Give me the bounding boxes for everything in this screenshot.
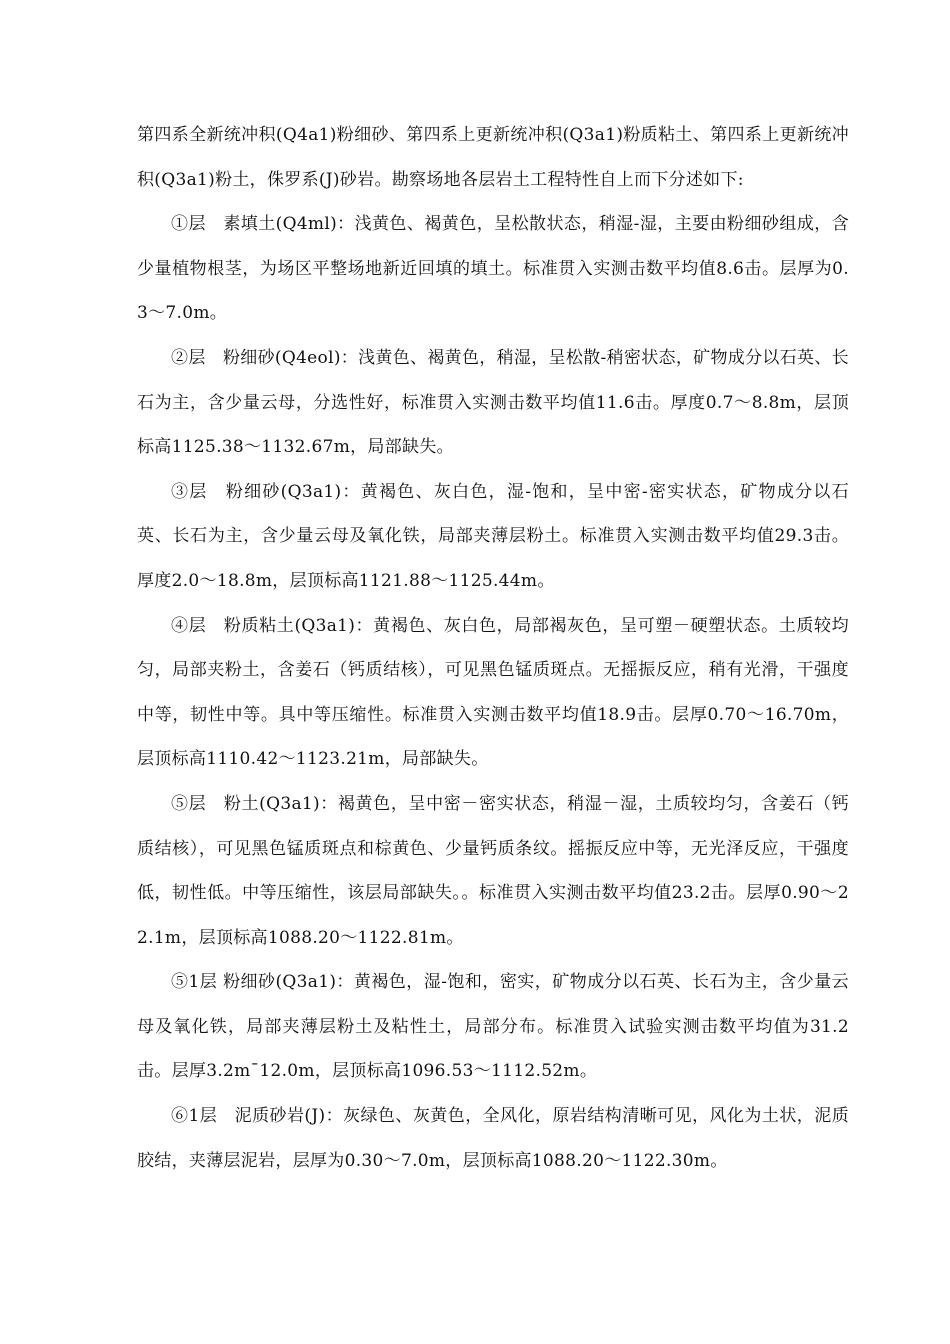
layer-5-1-paragraph: ⑤1层 粉细砂(Q3a1)：黄褐色，湿-饱和，密实，矿物成分以石英、长石为主，含少量云母及氧化铁，局部夹薄层粉土及粘性土，局部分布。标准贯入试验实测击数平均值为31.2击。层厚3.2m¯12.0m，层顶标高1096.53～1112.52m。 [137,972,849,1082]
document-body [137,113,849,1183]
layer-5-paragraph: ⑤层 粉土(Q3a1)：褐黄色，呈中密－密实状态，稍湿－湿，土质较均匀，含姜石（钙质结核），可见黑色锰质斑点和棕黄色、少量钙质条纹。摇振反应中等，无光泽反应，干强度低，韧性低。中等压缩性，该层局部缺失。。标准贯入实测击数平均值23.2击。层厚0.90～22.1m，层顶标高1088.20～1122.81m。 [137,793,849,948]
layer-6-1-paragraph: ⑥1层 泥质砂岩(J)：灰绿色、灰黄色，全风化，原岩结构清晰可见，风化为土状，泥质胶结，夹薄层泥岩，层厚为0.30～7.0m，层顶标高1088.20～1122.30m。 [137,1106,849,1171]
intro-paragraph: 第四系全新统冲积(Q4a1)粉细砂、第四系上更新统冲积(Q3a1)粉质粘土、第四系上更新统冲积(Q3a1)粉土，侏罗系(J)砂岩。勘察场地各层岩土工程特性自上而下分述如下: [137,125,849,190]
layer-2-paragraph: ②层 粉细砂(Q4eol)：浅黄色、褐黄色，稍湿，呈松散-稍密状态，矿物成分以石英、长石为主，含少量云母，分选性好，标准贯入实测击数平均值11.6击。厚度0.7～8.8m，层顶标高1125.38～1132.67m，局部缺失。 [137,347,849,458]
layer-3-paragraph: ③层 粉细砂(Q3a1)：黄褐色、灰白色，湿-饱和，呈中密-密实状态，矿物成分以石英、长石为主，含少量云母及氧化铁，局部夹薄层粉土。标准贯入实测击数平均值29.3击。厚度2.0～18.8m，层顶标高1121.88～1125.44m。 [137,481,849,591]
layer-4-paragraph: ④层 粉质粘土(Q3a1)：黄褐色、灰白色，局部褐灰色，呈可塑－硬塑状态。土质较均匀，局部夹粉土，含姜石（钙质结核），可见黑色锰质斑点。无摇振反应，稍有光滑，干强度中等，韧性中等。具中等压缩性。标准贯入实测击数平均值18.9击。层厚0.70～16.70m，层顶标高1110.42～1123.21m，局部缺失。 [137,615,849,770]
layer-1-paragraph: ①层 素填土(Q4ml)：浅黄色、褐黄色，呈松散状态，稍湿-湿，主要由粉细砂组成，含少量植物根茎，为场区平整场地新近回填的填土。标准贯入实测击数平均值8.6击。层厚为0.3～7.0m。 [137,214,849,324]
